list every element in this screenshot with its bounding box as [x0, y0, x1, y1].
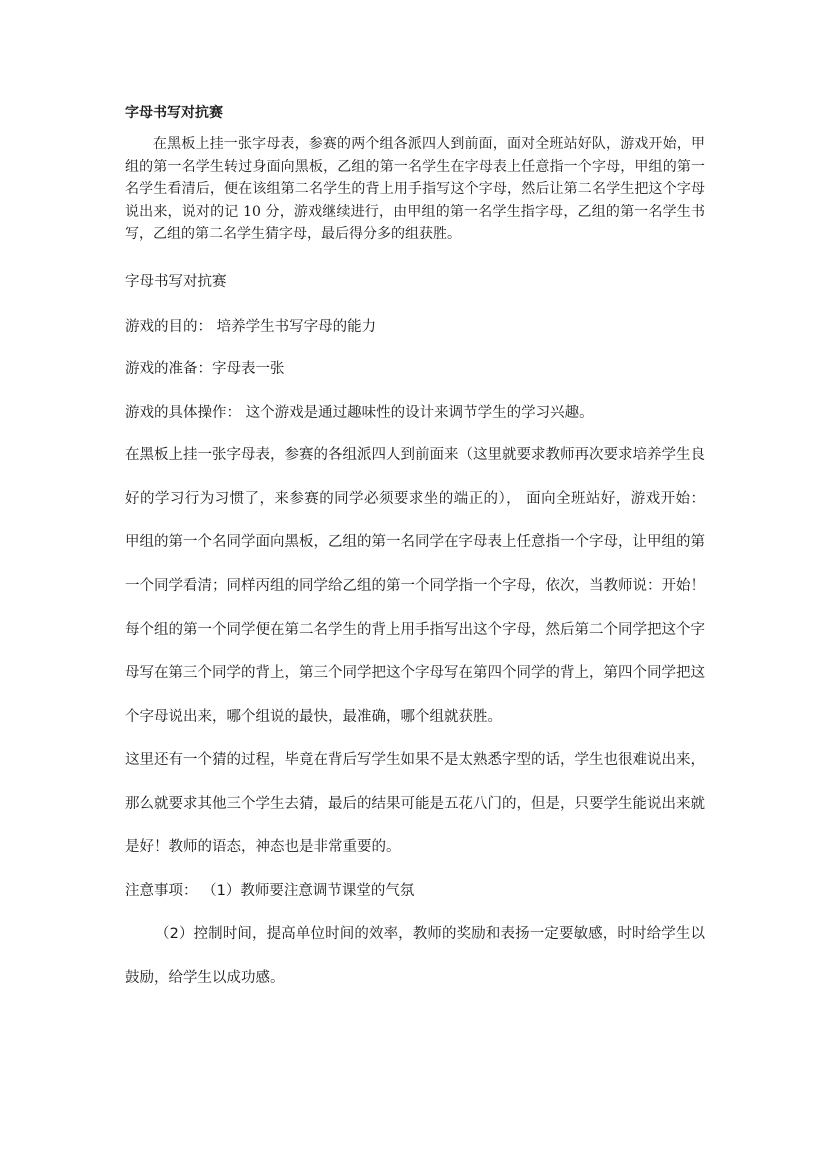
section1-paragraph: 在黑板上挂一张字母表，参赛的两个组各派四人到前面，面对全班站好队，游戏开始，甲组的第一名学生转过身面向黑板，乙组的第一名学生在字母表上任意指一个字母，甲组的第一名学生看清后，便在该组第二名学生的背上用手指写这个字母，然后让第二名学生把这个字母说出来，说对的记 10 分，游戏继续进行，由甲组的第一名学生指字母，乙组的第一名学生书写，乙组的第二名学生猜字母，最后得分多的组获胜。 — [125, 136, 705, 243]
notes-line-3: 鼓励，给学生以成功感。 — [125, 970, 285, 986]
game-operation: 游戏的具体操作： 这个游戏是通过趣味性的设计来调节学生的学习兴趣。 — [125, 405, 594, 421]
body-line-2: 好的学习行为习惯了，来参赛的同学必须要求坐的端正的）， 面向全班站好，游戏开始： — [125, 491, 705, 507]
game-preparation: 游戏的准备：字母表一张 — [125, 361, 285, 377]
body-line-10: 是好！教师的语态，神态也是非常重要的。 — [125, 839, 401, 855]
body-line-8: 这里还有一个猜的过程，毕竟在背后写学生如果不是太熟悉字型的话，学生也很难说出来， — [125, 752, 705, 768]
section1-title: 字母书写对抗赛 — [125, 105, 223, 121]
body-line-9: 那么就要求其他三个学生去猜，最后的结果可能是五花八门的，但是，只要学生能说出来就 — [125, 796, 705, 812]
body-line-6: 母写在第三个同学的背上，第三个同学把这个字母写在第四个同学的背上，第四个同学把这 — [125, 665, 705, 681]
notes-line-1: 注意事项： （1）教师要注意调节课堂的气氛 — [125, 883, 415, 899]
notes-line-2: （2）控制时间，提高单位时间的效率，教师的奖励和表扬一定要敏感，时时给学生以 — [155, 926, 705, 942]
body-line-5: 每个组的第一个同学便在第二名学生的背上用手指写出这个字母，然后第二个同学把这个字 — [125, 622, 705, 638]
game-purpose: 游戏的目的： 培养学生书写字母的能力 — [125, 319, 377, 335]
section2-title: 字母书写对抗赛 — [125, 274, 227, 290]
body-line-3: 甲组的第一个名同学面向黑板，乙组的第一名同学在字母表上任意指一个字母，让甲组的第 — [125, 534, 705, 550]
body-line-1: 在黑板上挂一张字母表，参赛的各组派四人到前面来（这里就要求教师再次要求培养学生良 — [125, 447, 705, 463]
body-line-7: 个字母说出来，哪个组说的最快，最准确，哪个组就获胜。 — [125, 709, 502, 725]
body-line-4: 一个同学看清；同样丙组的同学给乙组的第一个同学指一个字母，依次，当教师说：开始！ — [125, 578, 705, 594]
